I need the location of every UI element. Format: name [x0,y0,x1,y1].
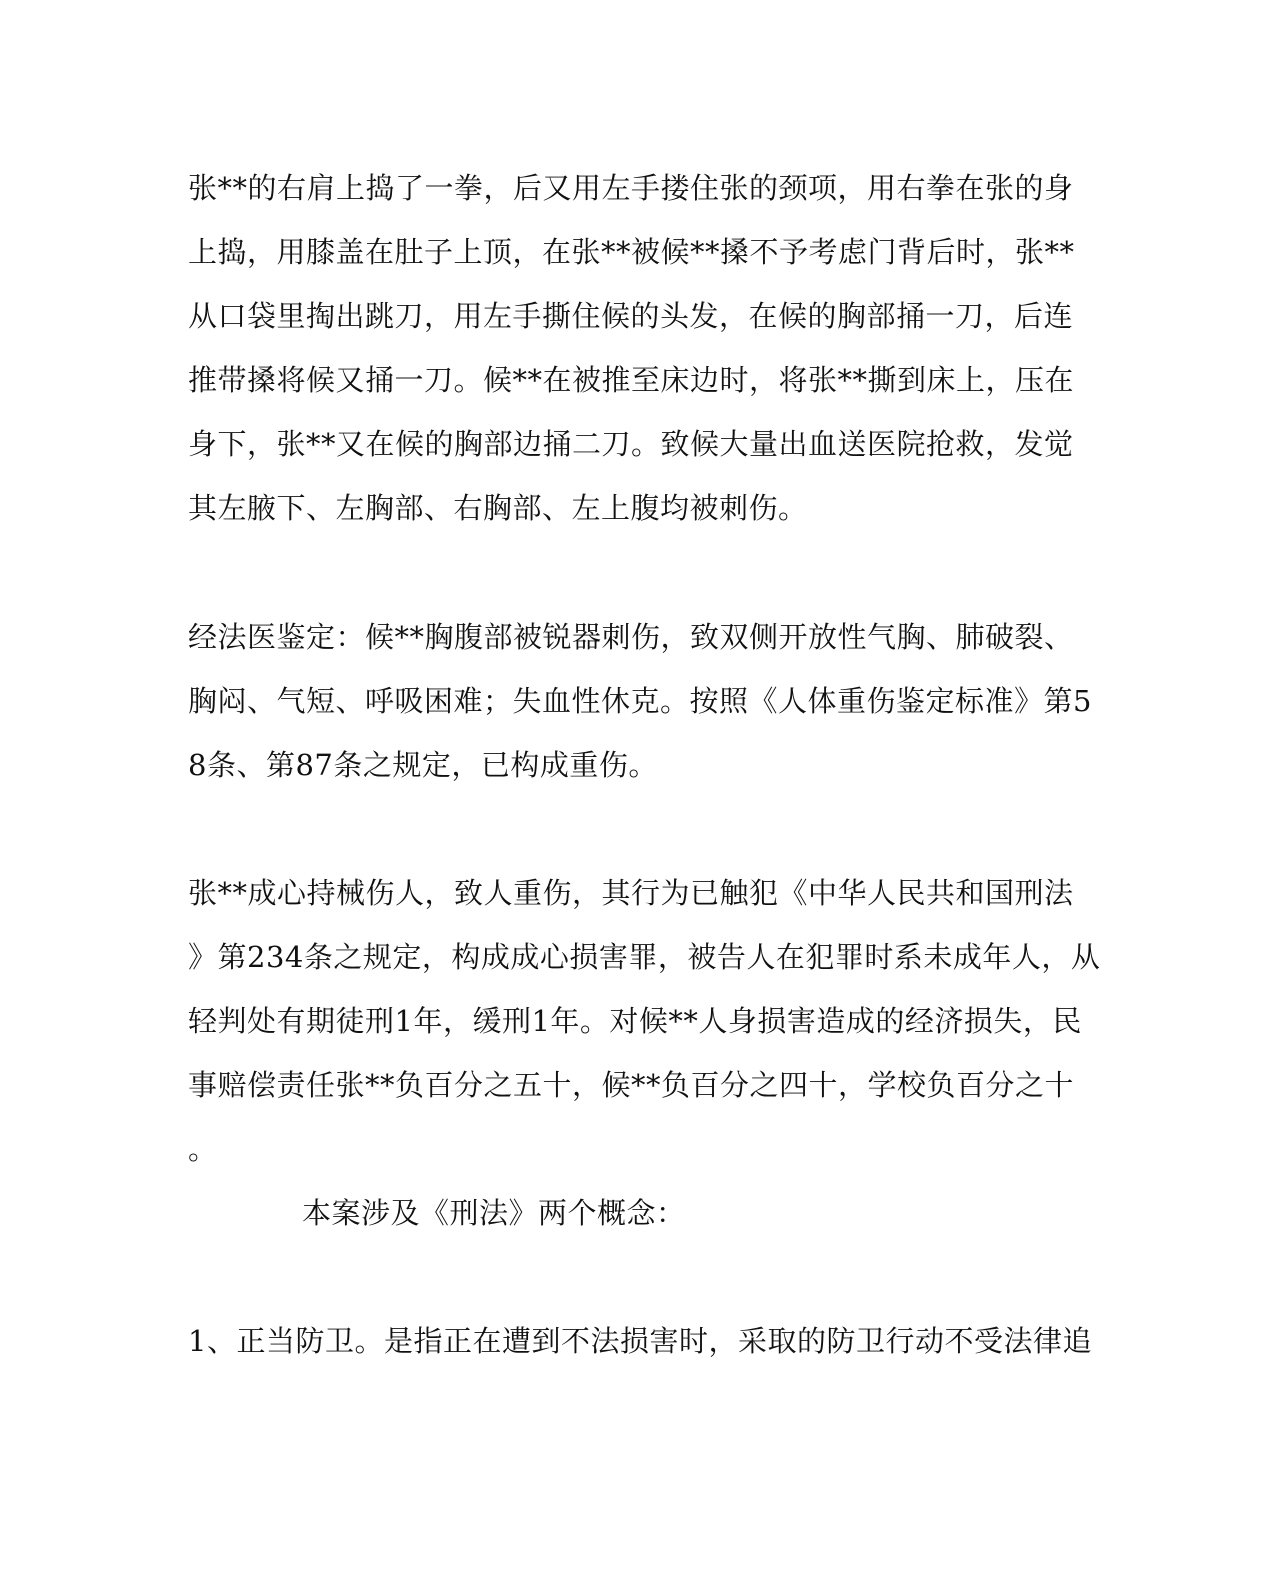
text-line: 从口袋里掏出跳刀，用左手撕住候的头发，在候的胸部捅一刀，后连 [188,299,1074,333]
text-line: 轻判处有期徒刑1年，缓刑1年。对候**人身损害造成的经济损失，民 [188,1004,1082,1038]
text-line: 8条、第87条之规定，已构成重伤。 [188,748,658,782]
text-line: 推带搡将候又捅一刀。候**在被推至床边时，将张**撕到床上，压在 [188,363,1075,397]
text-line: 经法医鉴定：候**胸腹部被锐器刺伤，致双侧开放性气胸、肺破裂、 [188,620,1074,654]
text-line: 事赔偿责任张**负百分之五十，候**负百分之四十，学校负百分之十 [188,1068,1075,1102]
text-line: 上捣，用膝盖在肚子上顶，在张**被候**搡不予考虑门背后时，张** [188,235,1075,269]
text-line: 。 [188,1132,218,1166]
text-line: 张**成心持械伤人，致人重伤，其行为已触犯《中华人民共和国刑法 [188,876,1074,910]
text-line: 本案涉及《刑法》两个概念： [302,1196,686,1230]
text-line: 其左腋下、左胸部、右胸部、左上腹均被刺伤。 [188,491,808,525]
text-line: 胸闷、气短、呼吸困难；失血性休克。按照《人体重伤鉴定标准》第5 [188,684,1092,718]
text-line: 身下，张**又在候的胸部边捅二刀。致候大量出血送医院抢救，发觉 [188,427,1074,461]
text-line: 1、正当防卫。是指正在遭到不法损害时，采取的防卫行动不受法律追 [188,1324,1092,1358]
text-line: 》第234条之规定，构成成心损害罪，被告人在犯罪时系未成年人，从 [188,940,1101,974]
text-line: 张**的右肩上捣了一拳，后又用左手搂住张的颈项，用右拳在张的身 [188,171,1074,205]
